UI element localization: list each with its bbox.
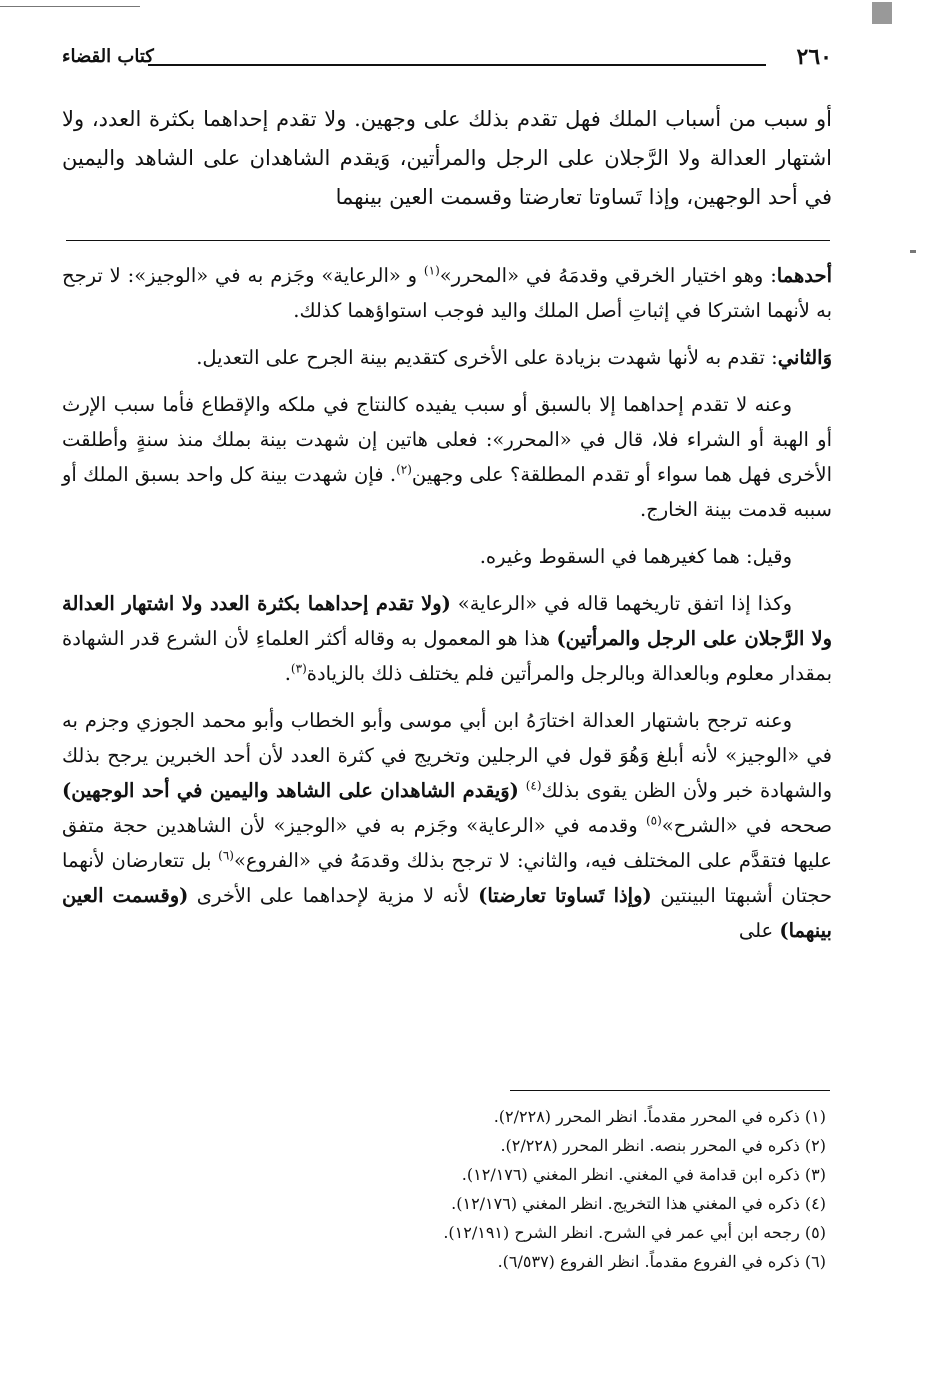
commentary-paragraph-2	[62, 340, 832, 375]
matn-quote: (ولا تقدم إحداهما بكثرة العدد ولا اشتهار العدالة ولا الرَّجلان على الرجل والمرأتين)	[62, 592, 833, 650]
term-label: وَالثاني	[777, 346, 832, 369]
commentary-paragraph-1	[62, 258, 832, 328]
footnotes-divider	[510, 1090, 830, 1091]
commentary-text: : وهو اختيار الخرقي وقدمَهُ في «المحرر»	[439, 264, 777, 287]
footnote-ref: (٥)	[645, 813, 662, 828]
footnote-ref: (٦)	[218, 848, 234, 863]
matn-quote: (وقسمت العين بينهما)	[62, 884, 832, 942]
matn-quote: (وَيقدم الشاهدان على الشاهد واليمين في أحد الوجهين)	[62, 779, 519, 802]
footnote: (٥) رجحه ابن أبي عمر في الشرح. انظر الشرح (١٢/١٩١).	[443, 1223, 826, 1242]
footnote: (٢) ذكره في المحرر بنصه. انظر المحرر (٢/٢٢٨).	[500, 1136, 826, 1155]
commentary-text	[519, 779, 526, 802]
running-header	[62, 44, 832, 74]
commentary-paragraph-4	[62, 539, 832, 574]
commentary-text: وقيل: هما كغيرهما في السقوط وغيره.	[479, 545, 792, 568]
commentary-paragraph-6	[62, 703, 832, 948]
scan-artifact	[910, 250, 916, 253]
matn-divider	[66, 240, 830, 241]
book-title: كتاب القضاء	[62, 46, 154, 67]
matn-quote: (وإذا تَساوتا تعارضتا)	[478, 884, 652, 907]
commentary-text: صححه في «الشرح»	[661, 814, 832, 837]
matn-text-block	[62, 100, 832, 217]
commentary-text: وعنه ترجح باشتهار العدالة اختارَهُ ابن أبي موسى وأبو الخطاب وأبو محمد الجوزي وجزم به في «الوجيز» لأنه أبلغ وَهُوَ قول في الرجلين وتخريج في كثرة العدد لأن أحد الخبرين يرجح بذلك والشهادة خبر ولأن الظن يقوى بذلك	[62, 709, 832, 802]
term-label: أحدهما	[776, 264, 832, 287]
footnote: (١) ذكره في المحرر مقدماً. انظر المحرر (٢/٢٢٨).	[493, 1107, 826, 1126]
commentary-paragraph-3	[62, 387, 832, 527]
footnote-ref: (٣)	[290, 661, 307, 676]
footnote: (٣) ذكره ابن قدامة في المغني. انظر المغني (١٢/١٧٦).	[461, 1165, 826, 1184]
commentary-text: على	[738, 919, 780, 942]
commentary-text: هذا هو المعمول به وقاله أكثر العلماءِ لأن الشرع قدر الشهادة بمقدار معلوم وبالعدالة وبالرجل والمرأتين فلم يختلف ذلك بالزيادة	[62, 627, 832, 685]
commentary-text: . فإن شهدت بينة كل واحد بسبق الملك أو سببه قدمت بينة الخارج.	[62, 463, 832, 521]
commentary-text: لأنه لا مزية لإحداهما على الأخرى	[188, 884, 479, 907]
commentary-text: .	[284, 662, 291, 685]
footnote-ref: (٢)	[396, 462, 412, 477]
footnote-ref: (١)	[423, 263, 440, 278]
scan-artifact	[872, 2, 892, 24]
footnote-ref: (٤)	[525, 778, 542, 793]
footnote: (٦) ذكره في الفروع مقدماً. انظر الفروع (٦/٥٣٧).	[497, 1252, 826, 1271]
commentary-block	[62, 258, 832, 960]
commentary-text: وعنه لا تقدم إحداهما إلا بالسبق أو سبب يفيده كالنتاج في ملكه والإقطاع فأما سبب الإرث أو الهبة أو الشراء فلا، قال في «المحرر»: فعلى هاتين إن شهدت بينة بملك منذ سنةٍ وأطلقت الأخرى فهل هما سواء أو تقدم المطلقة؟ على وجهين	[62, 393, 832, 486]
commentary-text: وكذا إذا اتفق تاريخهما قاله في «الرعاية»	[450, 592, 792, 615]
commentary-paragraph-5	[62, 586, 832, 691]
footnotes-block	[62, 1102, 832, 1276]
footnote: (٤) ذكره في المغني هذا التخريج. انظر المغني (١٢/١٧٦).	[451, 1194, 826, 1213]
commentary-text: وقدمه في «الرعاية» وجَزم به في «الوجيز» لأن الشاهدين حجة متفق عليها فتقدَّم على المختلف فيه، والثاني: لا ترجح بذلك وقدمَهُ في «الفروع»	[62, 814, 832, 872]
page-number: ٢٦٠	[796, 44, 832, 70]
header-rule	[148, 64, 766, 66]
matn-paragraph: أو سبب من أسباب الملك فهل تقدم بذلك على وجهين. ولا تقدم إحداهما بكثرة العدد، ولا اشتهار العدالة ولا الرَّجلان على الرجل والمرأتين، وَيقدم الشاهدان على الشاهد واليمين في أحد الوجهين، وإذا تَساوتا تعارضتا وقسمت العين بينهما	[62, 107, 832, 209]
commentary-text: : تقدم به لأنها شهدت بزيادة على الأخرى كتقديم بينة الجرح على التعديل.	[196, 346, 778, 369]
scan-artifact	[0, 6, 140, 7]
commentary-text: و «الرعاية» وجَزم به في «الوجيز»: لا ترجح به لأنهما اشتركا في إثباتِ أصل الملك واليد فوجب استواؤهما كذلك.	[62, 264, 832, 322]
commentary-text: بل تتعارضان لأنهما حجتان أشبهتا البينتين	[62, 849, 833, 907]
